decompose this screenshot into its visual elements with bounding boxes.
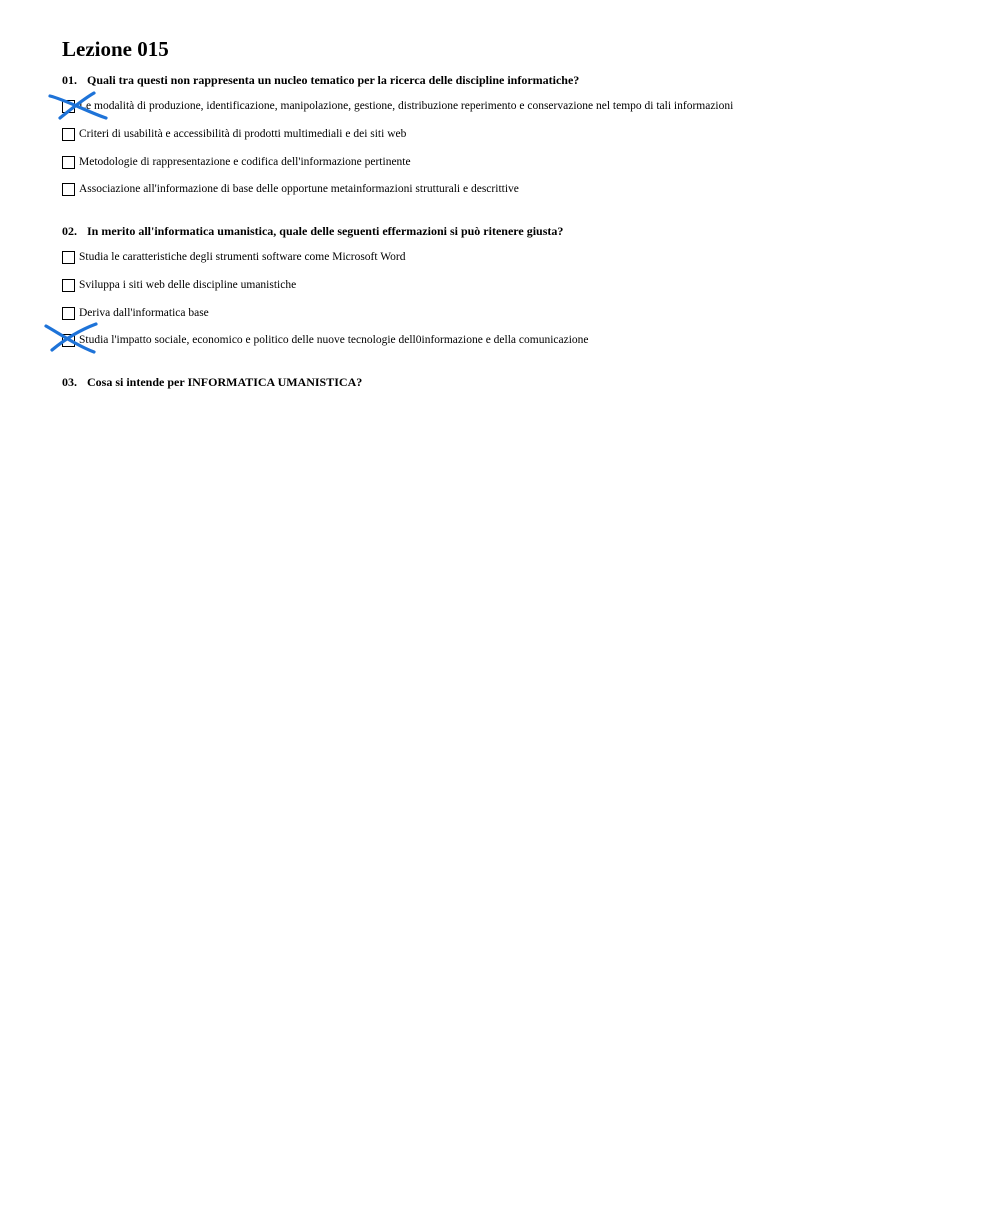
q02-option-3-checkbox[interactable] (62, 307, 75, 320)
q01-option-1 (62, 98, 962, 114)
q02-option-4-label: Studia l'impatto sociale, economico e politico delle nuove tecnologie dell0informazione e della comunicazione (79, 334, 589, 346)
q02-option-3-label: Deriva dall'informatica base (79, 307, 209, 319)
question-text: Quali tra questi non rappresenta un nucleo tematico per la ricerca delle discipline informatiche? (87, 73, 580, 87)
q01-option-1-label: Le modalità di produzione, identificazione, manipolazione, gestione, distribuzione reperimento e conservazione nel tempo di tali informazioni (79, 100, 734, 112)
q01-option-2 (62, 126, 962, 142)
question-01 (62, 72, 962, 88)
question-text: In merito all'informatica umanistica, quale delle seguenti effermazioni si può ritenere giusta? (87, 224, 564, 238)
q01-option-4 (62, 181, 962, 197)
q02-option-2 (62, 277, 962, 293)
page-title: Lezione 015 (62, 37, 169, 61)
q01-option-4-checkbox[interactable] (62, 183, 75, 196)
question-number: 03. (62, 375, 77, 389)
q02-option-4-checkbox[interactable] (62, 334, 75, 347)
q02-option-3 (62, 305, 962, 321)
q02-option-1-label: Studia le caratteristiche degli strumenti software come Microsoft Word (79, 251, 406, 263)
question-number: 01. (62, 73, 77, 87)
q01-option-2-label: Criteri di usabilità e accessibilità di prodotti multimediali e dei siti web (79, 128, 407, 140)
q01-option-1-checkbox[interactable] (62, 100, 75, 113)
question-03 (62, 374, 962, 390)
q02-option-1-checkbox[interactable] (62, 251, 75, 264)
q02-option-4 (62, 332, 962, 348)
q01-option-4-label: Associazione all'informazione di base delle opportune metainformazioni strutturali e descrittive (79, 183, 519, 195)
question-number: 02. (62, 224, 77, 238)
question-text: Cosa si intende per INFORMATICA UMANISTICA? (87, 375, 363, 389)
question-02 (62, 223, 962, 239)
q02-option-2-label: Sviluppa i siti web delle discipline umanistiche (79, 279, 297, 291)
q01-option-3 (62, 154, 962, 170)
q02-option-2-checkbox[interactable] (62, 279, 75, 292)
q01-option-3-checkbox[interactable] (62, 156, 75, 169)
q02-option-1 (62, 249, 962, 265)
q01-option-2-checkbox[interactable] (62, 128, 75, 141)
q01-option-3-label: Metodologie di rappresentazione e codifica dell'informazione pertinente (79, 156, 411, 168)
